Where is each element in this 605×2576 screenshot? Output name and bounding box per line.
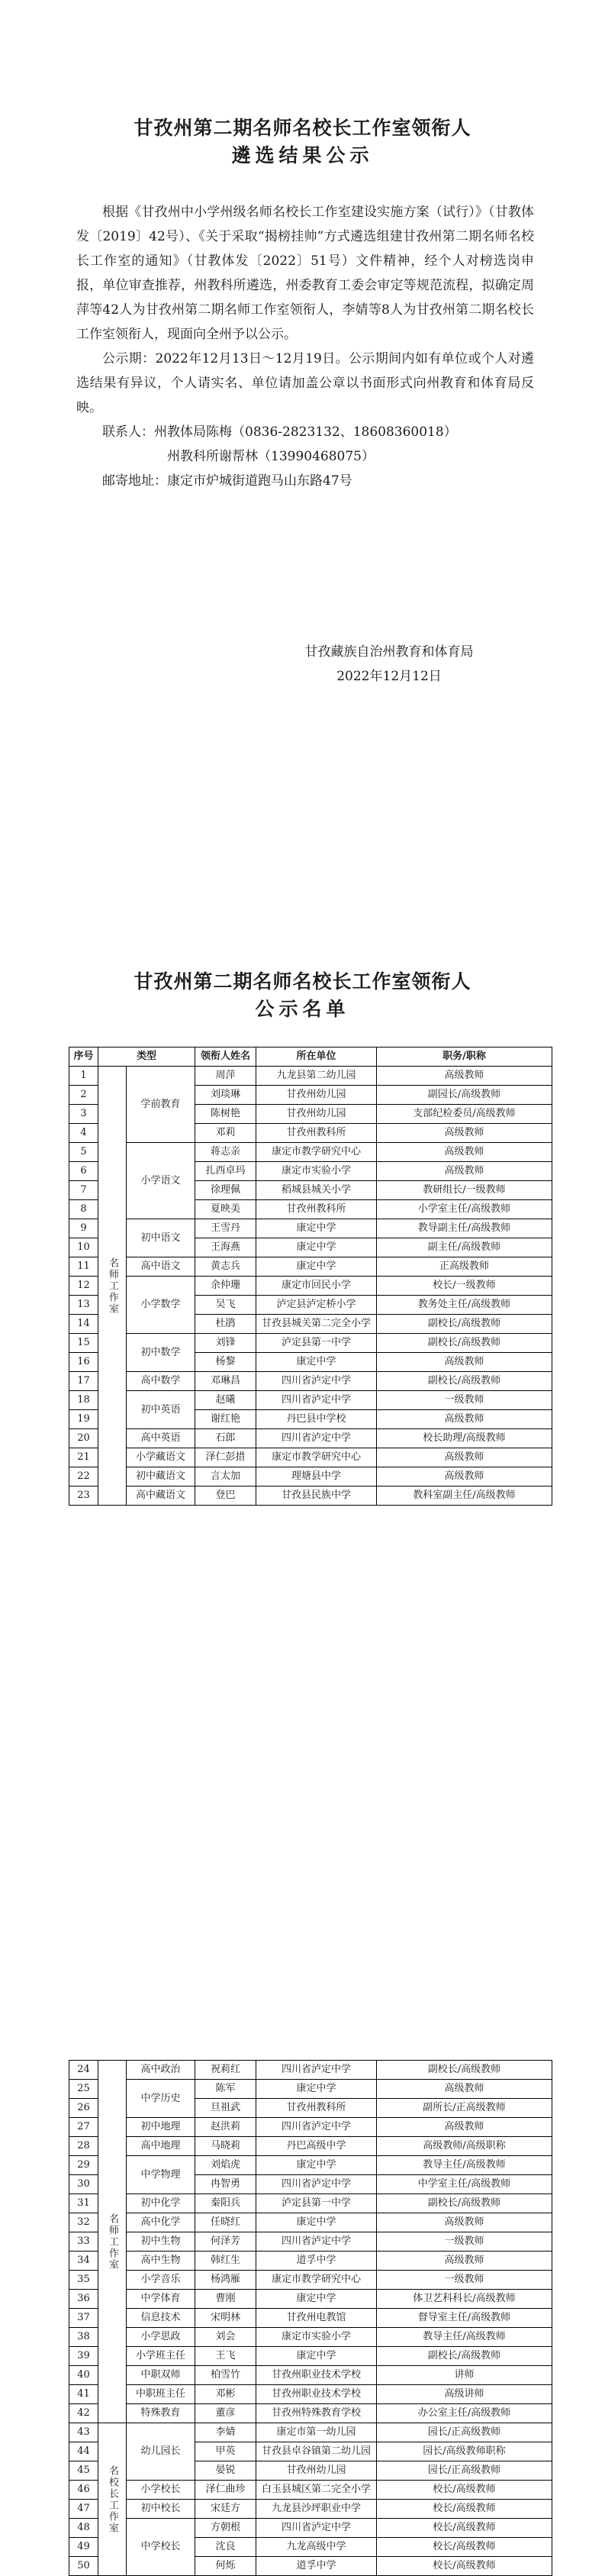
leader-name: 杜鹃: [195, 1315, 256, 1334]
position-cell: 高级教师/高级职称: [377, 2137, 552, 2156]
type-cell: 初中语文: [127, 1219, 195, 1257]
table-row: [69, 1219, 552, 1238]
unit-cell: 九龙县沙坪职业中学: [256, 2500, 377, 2519]
position-cell: 高级教师: [377, 1143, 552, 1162]
row-number: 31: [69, 2194, 98, 2213]
leader-name: 蒋志亲: [195, 1143, 256, 1162]
leader-name: 泽仁彭措: [195, 1448, 256, 1467]
unit-cell: 甘孜州电教馆: [256, 2309, 377, 2328]
position-cell: 教导主任/高级教师: [377, 2328, 552, 2347]
type-cell: 小学校长: [127, 2481, 195, 2500]
unit-cell: 甘孜州幼儿园: [256, 1086, 377, 1105]
leader-name: 晏锐: [195, 2461, 256, 2481]
position-cell: 校长/高级教师: [377, 2500, 552, 2519]
table-row: [69, 2290, 552, 2309]
leader-name: 马晓莉: [195, 2137, 256, 2156]
row-number: 34: [69, 2252, 98, 2271]
leader-name: 石郎: [195, 1429, 256, 1448]
list-title-line-1: 甘孜州第二期名师名校长工作室领衔人: [134, 970, 471, 993]
result-table-part-2: [69, 2060, 552, 2576]
position-cell: 支部纪检委员/高级教师: [377, 1105, 552, 1124]
type-cell: 初中藏语文: [127, 1467, 195, 1487]
row-number: 36: [69, 2290, 98, 2309]
position-cell: 一级教师: [377, 2271, 552, 2290]
unit-cell: 白玉县城区第二完全小学: [256, 2481, 377, 2500]
table-row: [69, 2519, 552, 2538]
table-row: [69, 2194, 552, 2213]
leader-name: 杨黎: [195, 1353, 256, 1372]
leader-name: 言太加: [195, 1467, 256, 1487]
type-cell: 初中地理: [127, 2118, 195, 2137]
unit-cell: 理塘县中学: [256, 1467, 377, 1487]
position-cell: 督导室主任/高级教师: [377, 2309, 552, 2328]
type-cell: 特殊教育: [127, 2404, 195, 2423]
issue-date: 2022年12月12日: [336, 669, 442, 684]
unit-cell: 甘孜县城关第二完全小学: [256, 1315, 377, 1334]
table-row: [69, 2232, 552, 2252]
type-cell: 小学藏语文: [127, 1448, 195, 1467]
type-cell: 高中地理: [127, 2137, 195, 2156]
row-number: 49: [69, 2538, 98, 2557]
list-title-line-2: 公示名单: [255, 998, 350, 1020]
contact-1: 联系人：州教体局陈梅（0836-2823132、18608360018）: [102, 424, 457, 440]
table-row: [69, 1391, 552, 1410]
table-header-row: [69, 1048, 552, 1067]
position-cell: 校长/高级教师: [377, 2481, 552, 2500]
leader-name: 谢红艳: [195, 1410, 256, 1429]
unit-cell: 四川省泸定中学: [256, 2061, 377, 2080]
table-row: [69, 1277, 552, 1296]
table-row: [69, 1372, 552, 1391]
type-cell: 初中化学: [127, 2194, 195, 2213]
table-row: [69, 2481, 552, 2500]
table-row: [69, 2385, 552, 2404]
table-row: [69, 1467, 552, 1487]
unit-cell: 稻城县城关小学: [256, 1181, 377, 1200]
unit-cell: 甘孜州职业技术学校: [256, 2385, 377, 2404]
leader-name: 邓琳昌: [195, 1372, 256, 1391]
position-cell: 园长/正高级教师: [377, 2461, 552, 2481]
position-cell: 高级教师: [377, 2080, 552, 2099]
leader-name: 陈树艳: [195, 1105, 256, 1124]
unit-cell: 丹巴高级中学: [256, 2137, 377, 2156]
row-number: 42: [69, 2404, 98, 2423]
row-number: 8: [69, 1200, 98, 1219]
position-cell: 教科室副主任/高级教师: [377, 1487, 552, 1506]
unit-cell: 康定中学: [256, 2213, 377, 2232]
row-number: 12: [69, 1277, 98, 1296]
row-number: 45: [69, 2461, 98, 2481]
paragraph-2: 公示期：2022年12月13日～12月19日。公示期间内如有单位或个人对遴选结果有异议，个人请实名、单位请加盖公章以书面形式向州教育和体育局反映。: [76, 351, 534, 415]
table-row: [69, 2080, 552, 2099]
table-row: [69, 2500, 552, 2519]
type-cell: 中职双师: [127, 2366, 195, 2385]
unit-cell: 四川省泸定中学: [256, 2232, 377, 2252]
position-cell: 一级教师: [377, 2232, 552, 2252]
type-cell: 中学物理: [127, 2156, 195, 2194]
unit-cell: 康定中学: [256, 2080, 377, 2099]
leader-name: 邓莉: [195, 1124, 256, 1143]
leader-name: 周萍: [195, 1067, 256, 1086]
row-number: 4: [69, 1124, 98, 1143]
unit-cell: 康定市回民小学: [256, 1277, 377, 1296]
position-cell: 副园长/高级教师: [377, 1086, 552, 1105]
row-number: 40: [69, 2366, 98, 2385]
type-cell: 初中英语: [127, 1391, 195, 1429]
mailing-address: 邮寄地址：康定市炉城街道跑马山东路47号: [102, 473, 352, 489]
row-number: 11: [69, 1257, 98, 1277]
type-cell: 初中数学: [127, 1334, 195, 1372]
leader-name: 徐理佩: [195, 1181, 256, 1200]
table-row: [69, 1257, 552, 1277]
header-name: 领衔人姓名: [195, 1048, 256, 1067]
type-cell: 小学音乐: [127, 2271, 195, 2290]
issuing-org: 甘孜藏族自治州教育和体育局: [304, 644, 474, 660]
unit-cell: 九龙县第二幼儿园: [256, 1067, 377, 1086]
row-number: 35: [69, 2271, 98, 2290]
unit-cell: 康定中学: [256, 1219, 377, 1238]
position-cell: 副校长/高级教师: [377, 1334, 552, 1353]
unit-cell: 泸定县第一中学: [256, 1334, 377, 1353]
signature-block: [275, 640, 504, 689]
unit-cell: 康定市教学研究中心: [256, 2271, 377, 2290]
announcement-page: [0, 0, 605, 840]
unit-cell: 康定中学: [256, 1353, 377, 1372]
row-number: 28: [69, 2137, 98, 2156]
header-type: 类型: [98, 1048, 195, 1067]
position-cell: 副校长/高级教师: [377, 2194, 552, 2213]
leader-name: 王飞: [195, 2347, 256, 2366]
unit-cell: 四川省泸定中学: [256, 2519, 377, 2538]
table-row: [69, 2156, 552, 2175]
row-number: 21: [69, 1448, 98, 1467]
position-cell: 一级教师: [377, 1391, 552, 1410]
position-cell: 高级教师: [377, 1448, 552, 1467]
category-cell: 名校长工作室: [98, 2423, 127, 2576]
row-number: 3: [69, 1105, 98, 1124]
position-cell: 高级教师: [377, 1353, 552, 1372]
leader-name: 赵洪莉: [195, 2118, 256, 2137]
unit-cell: 康定中学: [256, 2156, 377, 2175]
unit-cell: 甘孜州特殊教育学校: [256, 2404, 377, 2423]
position-cell: 高级教师: [377, 1467, 552, 1487]
row-number: 43: [69, 2423, 98, 2442]
unit-cell: 四川省泸定中学: [256, 1429, 377, 1448]
row-number: 24: [69, 2061, 98, 2080]
table-row: [69, 2252, 552, 2271]
header-position: 职务/职称: [377, 1048, 552, 1067]
position-cell: 中学室主任/高级教师: [377, 2175, 552, 2194]
unit-cell: 康定中学: [256, 1257, 377, 1277]
leader-name: 黄志兵: [195, 1257, 256, 1277]
unit-cell: 甘孜州教科所: [256, 1200, 377, 1219]
type-cell: 高中化学: [127, 2213, 195, 2232]
table-row: [69, 1143, 552, 1162]
unit-cell: 甘孜州教科所: [256, 2099, 377, 2118]
row-number: 17: [69, 1372, 98, 1391]
leader-name: 刘锋: [195, 1334, 256, 1353]
unit-cell: 九龙高级中学: [256, 2538, 377, 2557]
unit-cell: 道孚中学: [256, 2557, 377, 2576]
position-cell: 正高级教师: [377, 1257, 552, 1277]
leader-name: 旦祖武: [195, 2099, 256, 2118]
row-number: 50: [69, 2557, 98, 2576]
position-cell: 副校长/高级教师: [377, 2061, 552, 2080]
header-no: 序号: [69, 1048, 98, 1067]
position-cell: 校长/高级教师: [377, 2519, 552, 2538]
position-cell: 讲师: [377, 2366, 552, 2385]
leader-name: 赵曦: [195, 1391, 256, 1410]
table-row: [69, 2423, 552, 2442]
leader-name: 杨鸿雁: [195, 2271, 256, 2290]
unit-cell: 丹巴县中学校: [256, 1410, 377, 1429]
row-number: 25: [69, 2080, 98, 2099]
row-number: 7: [69, 1181, 98, 1200]
leader-name: 余仲珊: [195, 1277, 256, 1296]
leader-name: 秦阳兵: [195, 2194, 256, 2213]
unit-cell: 甘孜州教科所: [256, 1124, 377, 1143]
unit-cell: 康定中学: [256, 2347, 377, 2366]
leader-name: 李婧: [195, 2423, 256, 2442]
row-number: 23: [69, 1487, 98, 1506]
unit-cell: 康定市实验小学: [256, 1162, 377, 1181]
type-cell: 学前教育: [127, 1067, 195, 1143]
table-row: [69, 2347, 552, 2366]
leader-name: 韩红生: [195, 2252, 256, 2271]
position-cell: 高级教师: [377, 2252, 552, 2271]
category-cell: 名师工作室: [98, 2061, 127, 2423]
position-cell: 校长/高级教师: [377, 2538, 552, 2557]
position-cell: 校长助理/高级教师: [377, 1429, 552, 1448]
unit-cell: 四川省泸定中学: [256, 1372, 377, 1391]
leader-name: 扎西卓玛: [195, 1162, 256, 1181]
position-cell: 副校长/高级教师: [377, 1372, 552, 1391]
position-cell: 高级教师: [377, 1162, 552, 1181]
type-cell: 小学数学: [127, 1277, 195, 1334]
position-cell: 体卫艺科科长/高级教师: [377, 2290, 552, 2309]
leader-name: 陈军: [195, 2080, 256, 2099]
type-cell: 小学思政: [127, 2328, 195, 2347]
table-row: [69, 2213, 552, 2232]
leader-name: 邓彬: [195, 2385, 256, 2404]
type-cell: 初中生物: [127, 2232, 195, 2252]
table-row: [69, 2137, 552, 2156]
row-number: 2: [69, 1086, 98, 1105]
header-unit: 所在单位: [256, 1048, 377, 1067]
row-number: 13: [69, 1296, 98, 1315]
leader-name: 甲英: [195, 2442, 256, 2461]
row-number: 18: [69, 1391, 98, 1410]
type-cell: 中学体育: [127, 2290, 195, 2309]
row-number: 37: [69, 2309, 98, 2328]
unit-cell: 甘孜州职业技术学校: [256, 2366, 377, 2385]
paragraph-1: 根据《甘孜州中小学州级名师名校长工作室建设实施方案（试行）》（甘教体发〔2019〕42号）、《关于采取“揭榜挂帅”方式遴选组建甘孜州第二期名师名校长工作室的通知》（甘教体发〔2022〕51号）文件精神，经个人对榜选岗申报，单位审查推荐，州教科所遴选，州委教育工委会审定等规范流程，拟确定周萍等42人为甘孜州第二期名师工作室领衔人，李婧等8人为甘孜州第二期名校长工作室领衔人，现面向全州予以公示。: [76, 205, 534, 342]
leader-name: 夏映美: [195, 1200, 256, 1219]
position-cell: 高级教师: [377, 1124, 552, 1143]
unit-cell: 泸定县泸定桥小学: [256, 1296, 377, 1315]
type-cell: 高中数学: [127, 1372, 195, 1391]
position-cell: 园长/高级教师职称: [377, 2442, 552, 2461]
position-cell: 高级讲师: [377, 2385, 552, 2404]
type-cell: 高中英语: [127, 1429, 195, 1448]
row-number: 19: [69, 1410, 98, 1429]
leader-name: 刘焰虎: [195, 2156, 256, 2175]
unit-cell: 康定市教学研究中心: [256, 1448, 377, 1467]
title-line-2: 遴选结果公示: [231, 144, 374, 166]
leader-name: 曹刚: [195, 2290, 256, 2309]
unit-cell: 道孚中学: [256, 2252, 377, 2271]
unit-cell: 甘孜州幼儿园: [256, 1105, 377, 1124]
row-number: 10: [69, 1238, 98, 1257]
unit-cell: 康定市第一幼儿园: [256, 2423, 377, 2442]
unit-cell: 甘孜县民族中学: [256, 1487, 377, 1506]
leader-name: 方朝根: [195, 2519, 256, 2538]
unit-cell: 康定中学: [256, 2290, 377, 2309]
row-number: 48: [69, 2519, 98, 2538]
type-cell: 中学历史: [127, 2080, 195, 2118]
position-cell: 教导副主任/高级教师: [377, 1219, 552, 1238]
leader-name: 沈良: [195, 2538, 256, 2557]
table-row: [69, 2309, 552, 2328]
list-title: [0, 968, 605, 1023]
table-row: [69, 2271, 552, 2290]
row-number: 27: [69, 2118, 98, 2137]
leader-name: 王雪丹: [195, 1219, 256, 1238]
row-number: 22: [69, 1467, 98, 1487]
type-cell: 高中政治: [127, 2061, 195, 2080]
unit-cell: 四川省泸定中学: [256, 1391, 377, 1410]
unit-cell: 康定市教学研究中心: [256, 1143, 377, 1162]
position-cell: 高级教师: [377, 1067, 552, 1086]
announcement-body: [76, 200, 534, 493]
position-cell: 副主任/高级教师: [377, 1238, 552, 1257]
position-cell: 教导主任/高级教师: [377, 2156, 552, 2175]
leader-name: 泽仁曲珍: [195, 2481, 256, 2500]
position-cell: 园长/正高级教师: [377, 2423, 552, 2442]
category-cell: 名师工作室: [98, 1067, 127, 1506]
leader-name: 柏雪竹: [195, 2366, 256, 2385]
table-row: [69, 2118, 552, 2137]
unit-cell: 四川省泸定中学: [256, 2175, 377, 2194]
leader-name: 登巴: [195, 1487, 256, 1506]
table-row: [69, 1334, 552, 1353]
position-cell: 教研组长/一级教师: [377, 1181, 552, 1200]
type-cell: 信息技术: [127, 2309, 195, 2328]
type-cell: 高中语文: [127, 1257, 195, 1277]
row-number: 39: [69, 2347, 98, 2366]
unit-cell: 泸定县第一中学: [256, 2194, 377, 2213]
announcement-title: [0, 115, 605, 169]
row-number: 5: [69, 1143, 98, 1162]
row-number: 9: [69, 1219, 98, 1238]
leader-name: 刘琰琳: [195, 1086, 256, 1105]
leader-name: 任晓红: [195, 2213, 256, 2232]
row-number: 20: [69, 1429, 98, 1448]
position-cell: 办公室主任/高级教师: [377, 2404, 552, 2423]
type-cell: 中职班主任: [127, 2385, 195, 2404]
table-row: [69, 1487, 552, 1506]
title-line-1: 甘孜州第二期名师名校长工作室领衔人: [134, 117, 471, 139]
leader-name: 祝莉红: [195, 2061, 256, 2080]
unit-cell: 甘孜州幼儿园: [256, 2461, 377, 2481]
leader-name: 何烁: [195, 2557, 256, 2576]
leader-name: 刘会: [195, 2328, 256, 2347]
position-cell: 副校长/高级教师: [377, 1315, 552, 1334]
position-cell: 高级教师: [377, 2118, 552, 2137]
leader-name: 宋明林: [195, 2309, 256, 2328]
row-number: 33: [69, 2232, 98, 2252]
leader-name: 冉智勇: [195, 2175, 256, 2194]
row-number: 46: [69, 2481, 98, 2500]
table-row: [69, 2328, 552, 2347]
leader-name: 董彦: [195, 2404, 256, 2423]
table-row: [69, 2366, 552, 2385]
table-row: [69, 1067, 552, 1086]
row-number: 38: [69, 2328, 98, 2347]
row-number: 6: [69, 1162, 98, 1181]
unit-cell: 四川省泸定中学: [256, 2118, 377, 2137]
table-row: [69, 2404, 552, 2423]
leader-name: 王海燕: [195, 1238, 256, 1257]
leader-name: 何泽芳: [195, 2232, 256, 2252]
type-cell: 初中校长: [127, 2500, 195, 2519]
position-cell: 小学室主任/高级教师: [377, 1200, 552, 1219]
position-cell: 教务处主任/高级教师: [377, 1296, 552, 1315]
position-cell: 高级教师: [377, 2213, 552, 2232]
position-cell: 校长/一级教师: [377, 1277, 552, 1296]
row-number: 16: [69, 1353, 98, 1372]
row-number: 1: [69, 1067, 98, 1086]
row-number: 41: [69, 2385, 98, 2404]
row-number: 47: [69, 2500, 98, 2519]
type-cell: 小学语文: [127, 1143, 195, 1219]
table-row: [69, 2061, 552, 2080]
leader-name: 吴飞: [195, 1296, 256, 1315]
position-cell: 副校长/高级教师: [377, 2347, 552, 2366]
unit-cell: 康定市实验小学: [256, 2328, 377, 2347]
row-number: 32: [69, 2213, 98, 2232]
row-number: 14: [69, 1315, 98, 1334]
type-cell: 中学校长: [127, 2519, 195, 2576]
table-row: [69, 1429, 552, 1448]
result-table-part-1: [69, 1047, 552, 1506]
row-number: 30: [69, 2175, 98, 2194]
row-number: 29: [69, 2156, 98, 2175]
position-cell: 校长/高级教师: [377, 2557, 552, 2576]
contact-2: 州教科所谢帮林（13990468075）: [167, 449, 375, 464]
unit-cell: 康定中学: [256, 1238, 377, 1257]
type-cell: 高中藏语文: [127, 1487, 195, 1506]
row-number: 44: [69, 2442, 98, 2461]
table-row: [69, 1448, 552, 1467]
position-cell: 高级教师: [377, 1410, 552, 1429]
type-cell: 幼儿园长: [127, 2423, 195, 2481]
row-number: 15: [69, 1334, 98, 1353]
type-cell: 小学班主任: [127, 2347, 195, 2366]
unit-cell: 甘孜县卓谷镇第二幼儿园: [256, 2442, 377, 2461]
type-cell: 高中生物: [127, 2252, 195, 2271]
position-cell: 副所长/正高级教师: [377, 2099, 552, 2118]
leader-name: 宋廷方: [195, 2500, 256, 2519]
row-number: 26: [69, 2099, 98, 2118]
